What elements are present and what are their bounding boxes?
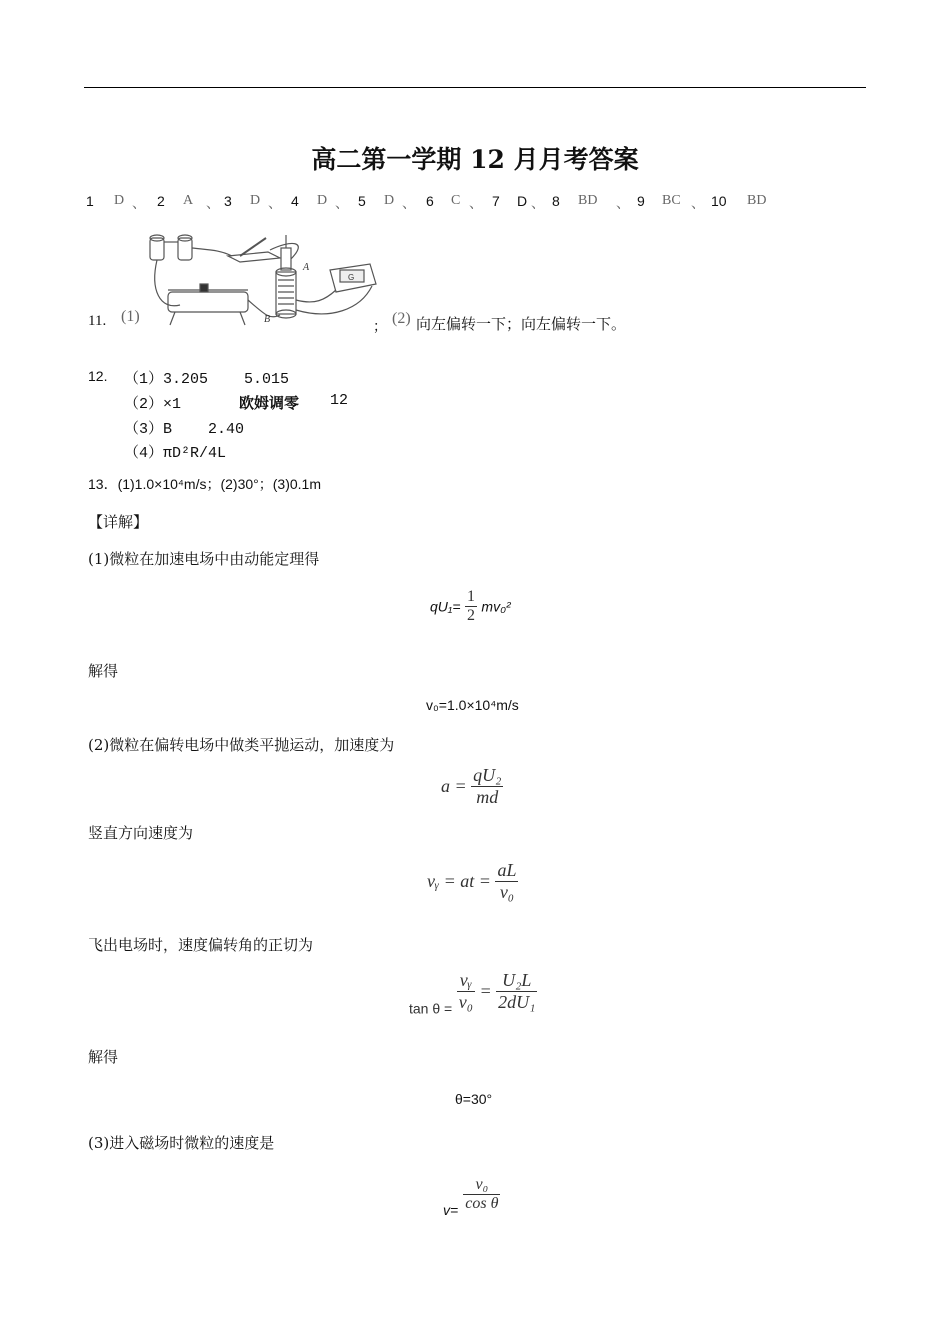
formula-v0: v₀=1.0×10⁴m/s <box>426 697 519 713</box>
step4-text: 飞出电场时，速度偏转角的正切为 <box>88 936 314 954</box>
jie-de-2: 解得 <box>88 1048 119 1066</box>
mc-sep: 、 <box>335 196 349 212</box>
mc-sep: 、 <box>469 196 483 212</box>
mc-sep: 、 <box>268 196 282 212</box>
q12-line2a: （2）×1 <box>124 396 182 413</box>
mc-num: 8 <box>552 193 560 209</box>
mc-ans: D <box>250 193 261 208</box>
mc-num: 2 <box>157 193 165 209</box>
formula-energy: qU₁= $\frac{1}{2}$ mv₀² <box>430 588 511 624</box>
mc-ans: C <box>451 193 461 208</box>
formula-tan: $_{tan \theta =}$ $\frac{\text{vᵧ}}{\text{v₀}}$ = $\frac{\text{U₂L}}{\text{2dU₁}}$ <box>409 970 536 1017</box>
mc-num: 4 <box>291 193 299 209</box>
q12-line2b: 欧姆调零 <box>239 394 300 412</box>
q12-line3: （3）B 2.40 <box>124 421 245 438</box>
q11-number: 11. <box>88 313 107 329</box>
label-a: A <box>303 262 310 273</box>
switch-base <box>228 252 280 262</box>
q11-separator: ； <box>373 320 387 335</box>
step2-text: (2)微粒在偏转电场中做类平抛运动，加速度为 <box>88 736 395 754</box>
label-g: G <box>348 273 355 282</box>
mc-num: 1 <box>86 193 94 209</box>
step5-text: (3)进入磁场时微粒的速度是 <box>88 1134 275 1152</box>
formula-vy: vᵧ = at = $\frac{aL}{\text{v₀}}$ <box>427 860 517 902</box>
mc-sep: 、 <box>691 196 705 212</box>
q11-part2-label: (2) <box>392 310 411 327</box>
mc-sep: 、 <box>402 196 416 212</box>
mc-sep: 、 <box>531 196 545 212</box>
mc-ans: BD <box>578 193 598 208</box>
mc-ans: D <box>517 193 528 209</box>
q12-line2c: 12 <box>330 392 349 409</box>
mc-num: 6 <box>426 193 434 209</box>
mc-ans: D <box>317 193 328 208</box>
step3-text: 竖直方向速度为 <box>88 824 194 842</box>
mc-sep: 、 <box>616 196 630 212</box>
mc-sep: 、 <box>132 196 146 212</box>
mc-num: 5 <box>358 193 366 209</box>
mc-ans: A <box>183 193 194 208</box>
q13-header: 13．(1)1.0×10⁴m/s；(2)30°；(3)0.1m <box>88 476 321 492</box>
circuit-figure <box>140 220 380 330</box>
mc-num: 3 <box>224 193 232 209</box>
formula-v: v= $\frac{\text{v₀}}{\text{cos θ}}$ <box>443 1176 499 1218</box>
q12-line1: （1）3.205 5.015 <box>124 371 290 388</box>
detail-heading: 【详解】 <box>88 513 149 531</box>
q12-line4: （4）πD²R/4L <box>124 445 227 462</box>
q11-answer: 向左偏转一下；向左偏转一下。 <box>416 315 627 333</box>
mc-num: 9 <box>637 193 645 209</box>
mc-num: 10 <box>711 193 727 209</box>
top-rule <box>84 87 866 88</box>
page-title: 高二第一学期 12 月月考答案 <box>311 145 639 174</box>
q11-part1-label: (1) <box>121 308 140 325</box>
coil-b <box>276 272 296 314</box>
step1-text: (1)微粒在加速电场中由动能定理得 <box>88 550 320 568</box>
rheostat <box>168 292 248 312</box>
mc-ans: D <box>384 193 395 208</box>
mc-ans: D <box>114 193 125 208</box>
mc-sep: 、 <box>206 196 220 212</box>
mc-ans: BD <box>747 193 767 208</box>
coil-a <box>281 248 291 270</box>
q12-number: 12. <box>88 368 108 384</box>
mc-num: 7 <box>492 193 500 209</box>
jie-de-1: 解得 <box>88 662 119 680</box>
label-b: B <box>264 314 271 325</box>
formula-acceleration: a = $\frac{\text{qU₂}}{md}$ <box>441 765 502 807</box>
mc-ans: BC <box>662 193 681 208</box>
formula-theta: θ=30° <box>455 1091 493 1107</box>
